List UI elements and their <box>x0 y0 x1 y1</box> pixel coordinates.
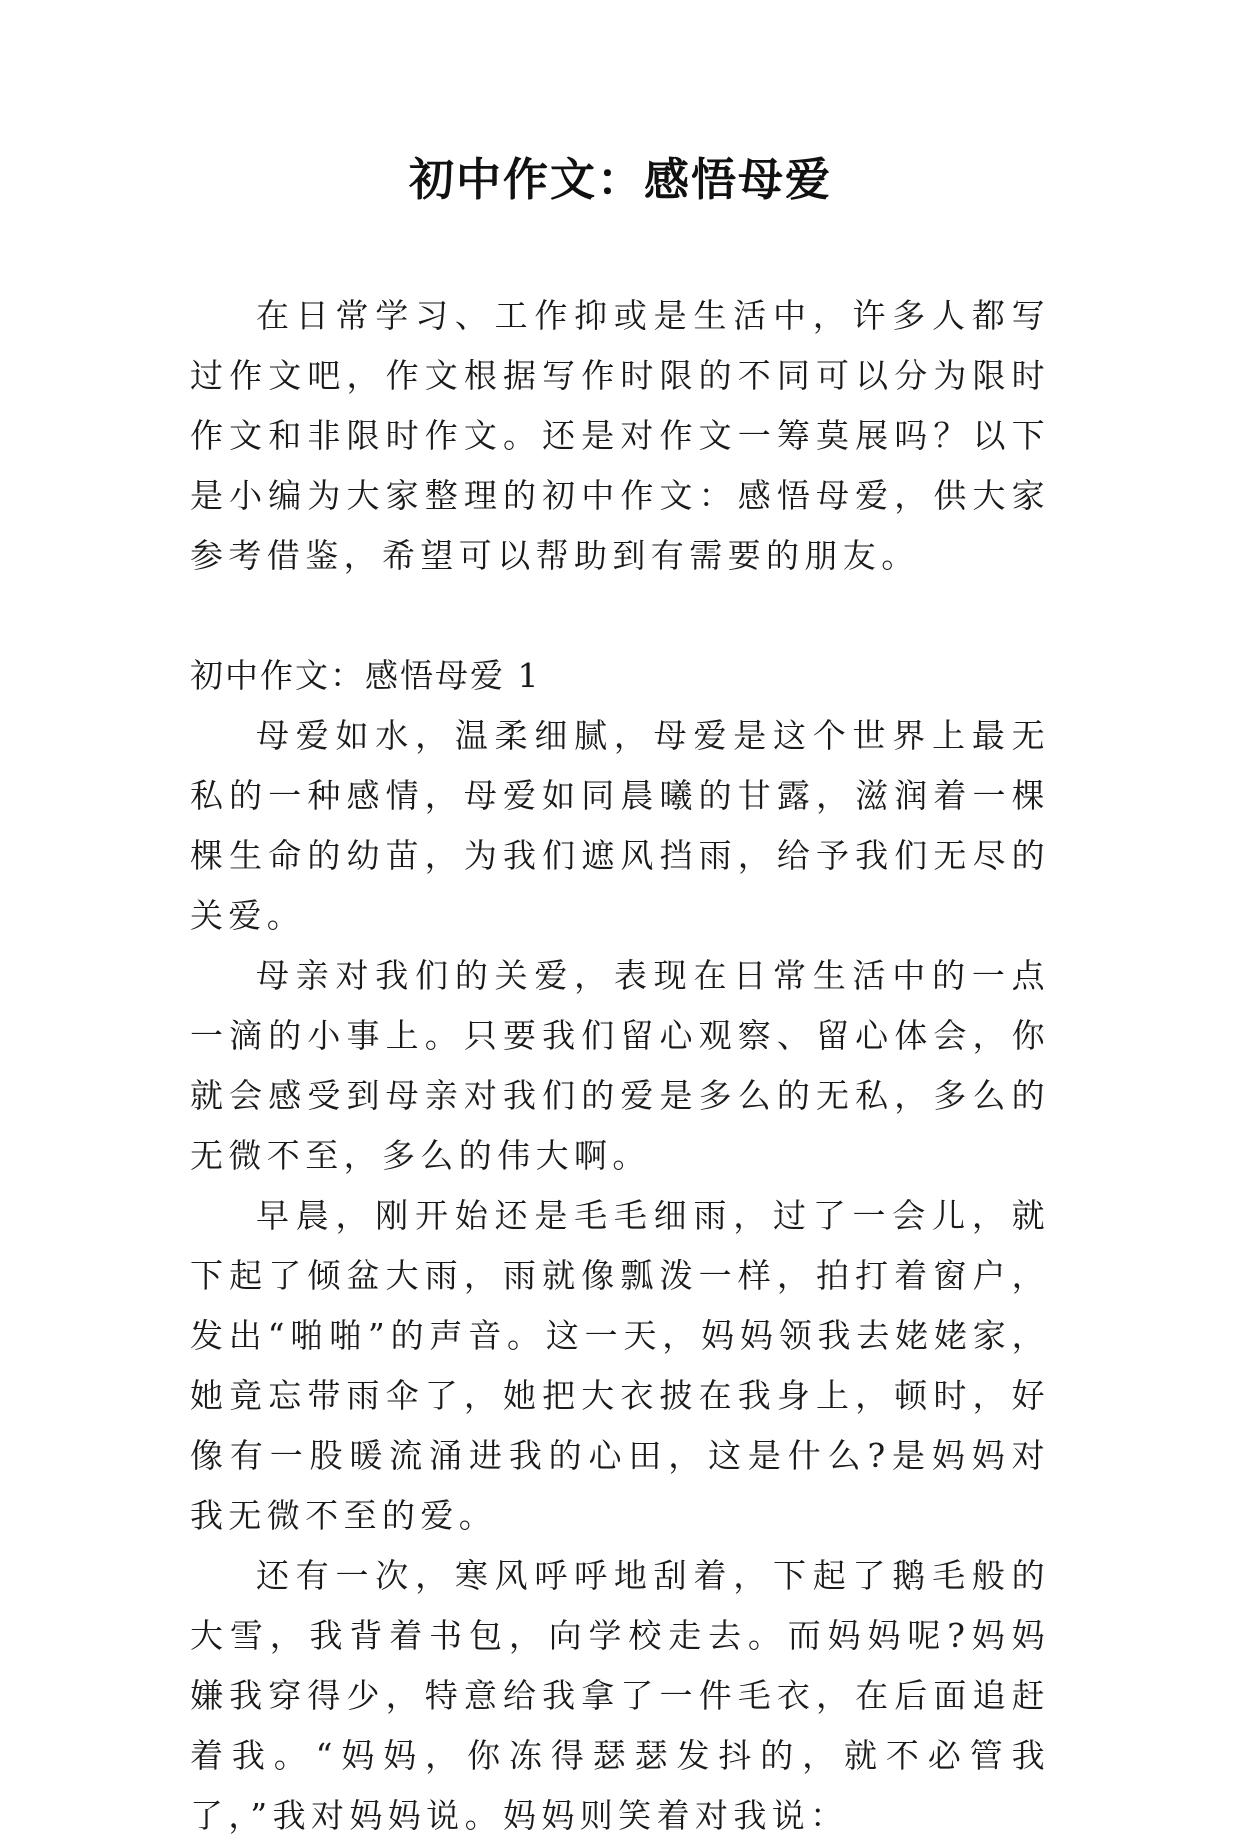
body-paragraph-2: 母亲对我们的关爱，表现在日常生活中的一点一滴的小事上。只要我们留心观察、留心体会，你就会感受到母亲对我们的爱是多么的无私，多么的无微不至，多么的伟大啊。 <box>190 956 1050 1175</box>
document-title: 初中作文：感悟母爱 <box>408 153 832 206</box>
body-paragraph-4: 还有一次，寒风呼呼地刮着，下起了鹅毛般的大雪，我背着书包，向学校走去。而妈妈呢?妈妈嫌我穿得少，特意给我拿了一件毛衣，在后面追赶着我。“妈妈，你冻得瑟瑟发抖的，就不必管我了，”我对妈妈说。妈妈则笑着对我说： <box>190 1556 1050 1835</box>
intro-paragraph: 在日常学习、工作抑或是生活中，许多人都写过作文吧，作文根据写作时限的不同可以分为限时作文和非限时作文。还是对作文一筹莫展吗？以下是小编为大家整理的初中作文：感悟母爱，供大家参考借鉴，希望可以帮助到有需要的朋友。 <box>190 296 1050 575</box>
body-paragraph-1: 母爱如水，温柔细腻，母爱是这个世界上最无私的一种感情，母爱如同晨曦的甘露，滋润着一棵棵生命的幼苗，为我们遮风挡雨，给予我们无尽的关爱。 <box>190 716 1050 935</box>
section-title: 初中作文：感悟母爱 1 <box>190 656 541 695</box>
document-body <box>190 286 1050 1846</box>
body-paragraph-3: 早晨，刚开始还是毛毛细雨，过了一会儿，就下起了倾盆大雨，雨就像瓢泼一样，拍打着窗户，发出“啪啪”的声音。这一天，妈妈领我去姥姥家，她竟忘带雨伞了，她把大衣披在我身上，顿时，好像有一股暖流涌进我的心田，这是什么?是妈妈对我无微不至的爱。 <box>190 1196 1050 1535</box>
